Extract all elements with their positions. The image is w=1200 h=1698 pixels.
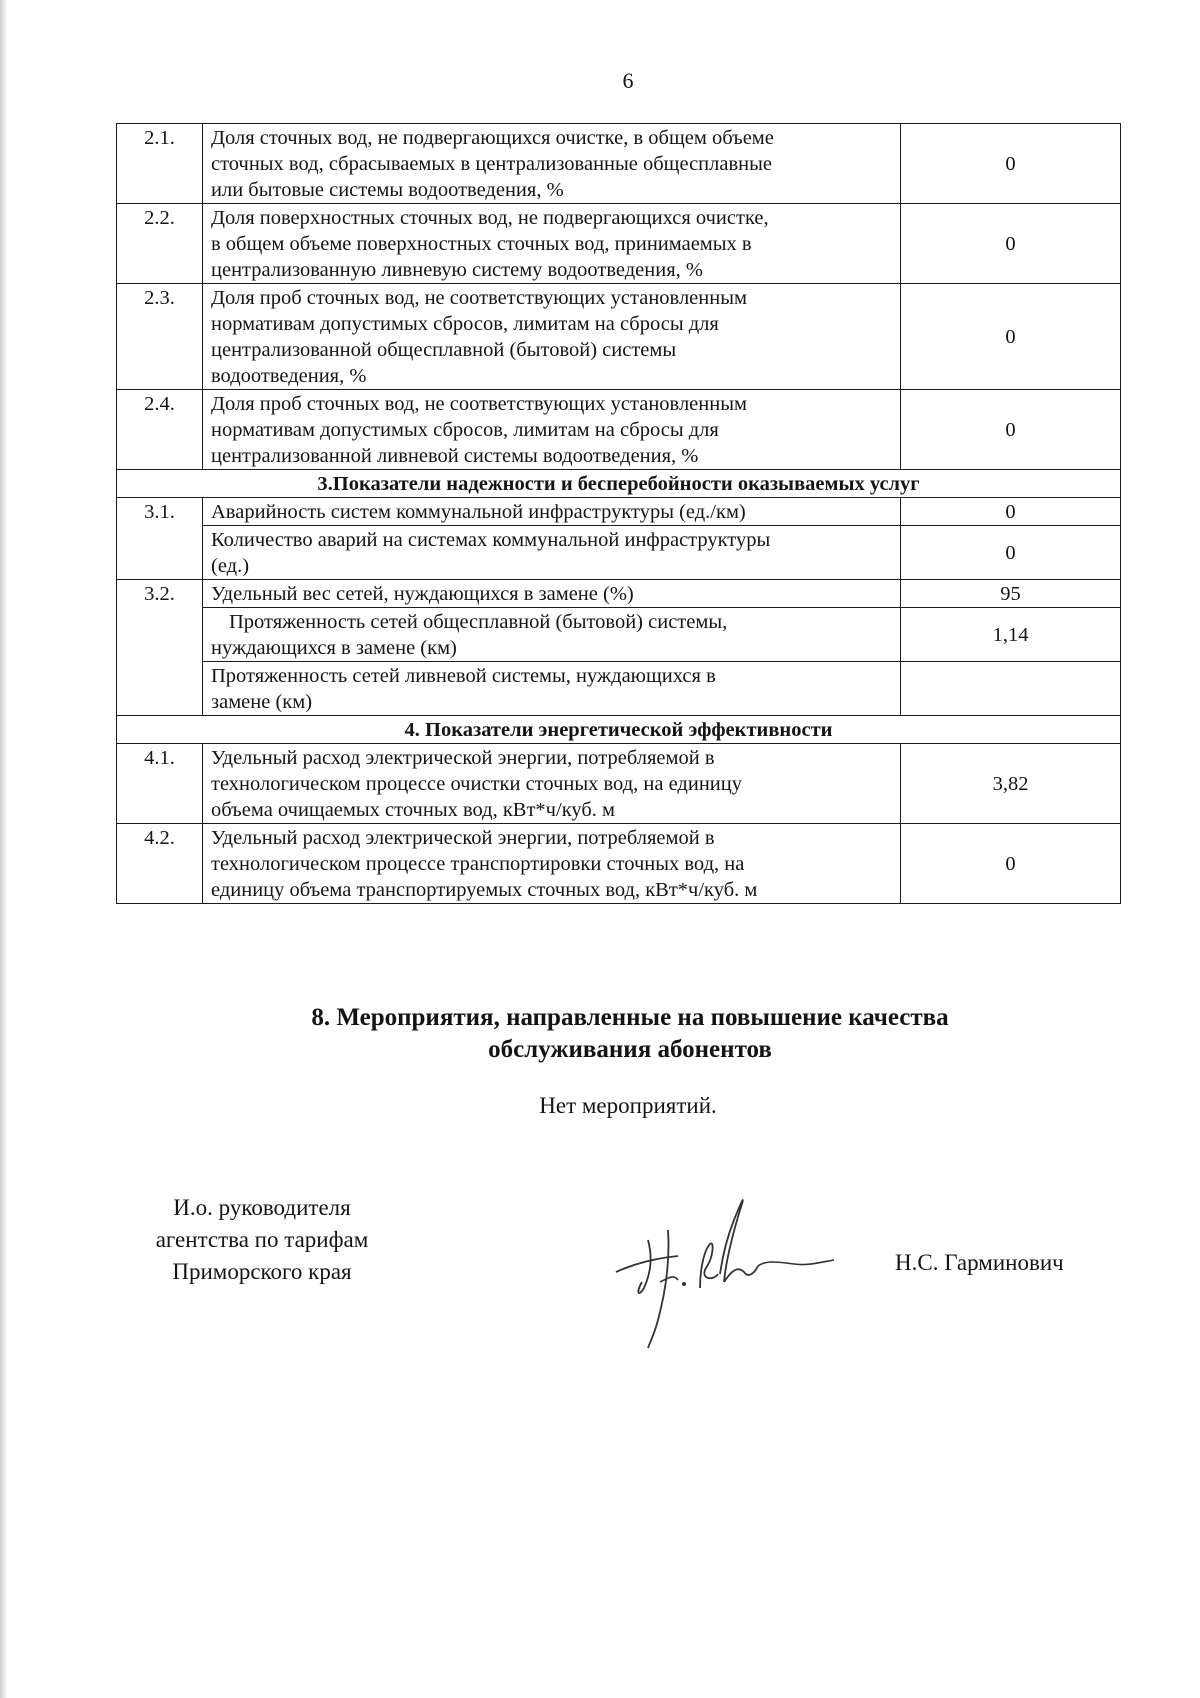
description-line: объема очищаемых сточных вод, кВт*ч/куб. м — [211, 799, 615, 821]
table-row — [117, 744, 1121, 824]
scan-edge-shadow — [0, 0, 6, 1698]
handwritten-signature — [608, 1170, 838, 1350]
indicator-description — [203, 526, 901, 580]
description-line: замене (км) — [211, 691, 313, 713]
signatory-position-line-1: И.о. руководителя — [173, 1195, 351, 1220]
description-line: или бытовые системы водоотведения, % — [211, 179, 564, 201]
description-line: Доля проб сточных вод, не соответствующих установленным — [211, 287, 747, 309]
description-line: Удельный расход электрической энергии, потребляемой в — [211, 827, 715, 849]
description-line: Доля проб сточных вод, не соответствующих установленным — [211, 393, 747, 415]
description-line: нуждающихся в замене (км) — [211, 637, 457, 659]
indicator-value: 0 — [901, 204, 1121, 284]
indicators-table — [116, 123, 1121, 904]
table-row — [117, 824, 1121, 904]
indicator-description — [203, 204, 901, 284]
indicator-number: 2.2. — [117, 204, 203, 284]
section-title: 3.Показатели надежности и бесперебойности оказываемых услуг — [117, 470, 1121, 498]
indicator-value: 0 — [901, 824, 1121, 904]
description-line: Протяженность сетей общесплавной (бытовой) системы, — [229, 611, 728, 633]
section-row — [117, 716, 1121, 744]
table-row — [117, 580, 1121, 608]
table-row — [117, 498, 1121, 526]
description-line: Аварийность систем коммунальной инфраструктуры (ед./км) — [211, 501, 746, 523]
description-line: Доля сточных вод, не подвергающихся очистке, в общем объеме — [211, 127, 774, 149]
description-line: централизованную ливневую систему водоотведения, % — [211, 259, 703, 281]
description-line: технологическом процессе транспортировки сточных вод, на — [211, 853, 745, 875]
signatory-position-line-2: агентства по тарифам — [155, 1227, 369, 1252]
signatory-position — [112, 1192, 412, 1288]
indicator-number: 3.2. — [117, 580, 203, 716]
indicator-description — [203, 284, 901, 390]
indicator-description — [203, 662, 901, 716]
indicator-value: 0 — [901, 526, 1121, 580]
indicator-description — [203, 580, 901, 608]
indicator-value — [901, 662, 1121, 716]
description-line: нормативам допустимых сбросов, лимитам на сбросы для — [211, 419, 719, 441]
page-number: 6 — [622, 68, 634, 93]
description-line: (ед.) — [211, 555, 250, 577]
table-row — [117, 526, 1121, 580]
description-line: технологическом процессе очистки сточных вод, на единицу — [211, 773, 742, 795]
indicator-value: 0 — [901, 498, 1121, 526]
indicator-number: 2.1. — [117, 124, 203, 204]
table-row — [117, 284, 1121, 390]
signatory-name: Н.С. Гарминович — [895, 1250, 1064, 1275]
indicator-value: 1,14 — [901, 608, 1121, 662]
description-line: Удельный расход электрической энергии, потребляемой в — [211, 747, 715, 769]
description-line: Количество аварий на системах коммунальной инфраструктуры — [211, 529, 771, 551]
description-line: централизованной общесплавной (бытовой) системы — [211, 339, 677, 361]
description-line: в общем объеме поверхностных сточных вод, принимаемых в — [211, 233, 752, 255]
indicator-value: 0 — [901, 390, 1121, 470]
indicator-description — [203, 498, 901, 526]
section-row — [117, 470, 1121, 498]
section-8-heading-line-2: обслуживания абонентов — [488, 1036, 772, 1063]
section-8-heading — [150, 1002, 1110, 1066]
description-line: нормативам допустимых сбросов, лимитам на сбросы для — [211, 313, 719, 335]
indicator-value: 95 — [901, 580, 1121, 608]
table-row — [117, 608, 1121, 662]
indicator-number: 2.3. — [117, 284, 203, 390]
indicator-value: 0 — [901, 124, 1121, 204]
description-line: Удельный вес сетей, нуждающихся в замене (%) — [211, 583, 634, 605]
description-line: Протяженность сетей ливневой системы, нуждающихся в — [211, 665, 716, 687]
indicator-number: 3.1. — [117, 498, 203, 580]
no-measures-text: Нет мероприятий. — [539, 1093, 717, 1118]
indicator-value: 0 — [901, 284, 1121, 390]
section-title: 4. Показатели энергетической эффективности — [117, 716, 1121, 744]
table-row — [117, 390, 1121, 470]
indicator-value: 3,82 — [901, 744, 1121, 824]
indicator-number: 2.4. — [117, 390, 203, 470]
indicators-table-body — [117, 124, 1121, 904]
signatory-position-line-3: Приморского края — [172, 1259, 352, 1284]
section-8-heading-line-1: 8. Мероприятия, направленные на повышение качества — [311, 1004, 949, 1031]
indicator-description — [203, 124, 901, 204]
description-line: Доля поверхностных сточных вод, не подвергающихся очистке, — [211, 207, 769, 229]
description-line: сточных вод, сбрасываемых в централизованные общесплавные — [211, 153, 772, 175]
indicator-number: 4.1. — [117, 744, 203, 824]
indicator-description — [203, 608, 901, 662]
indicator-description — [203, 744, 901, 824]
indicator-number: 4.2. — [117, 824, 203, 904]
description-line: единицу объема транспортируемых сточных вод, кВт*ч/куб. м — [211, 879, 758, 901]
table-row — [117, 124, 1121, 204]
table-row — [117, 204, 1121, 284]
description-line: водоотведения, % — [211, 365, 367, 387]
table-row — [117, 662, 1121, 716]
description-line: централизованной ливневой системы водоотведения, % — [211, 445, 699, 467]
indicator-description — [203, 390, 901, 470]
indicator-description — [203, 824, 901, 904]
